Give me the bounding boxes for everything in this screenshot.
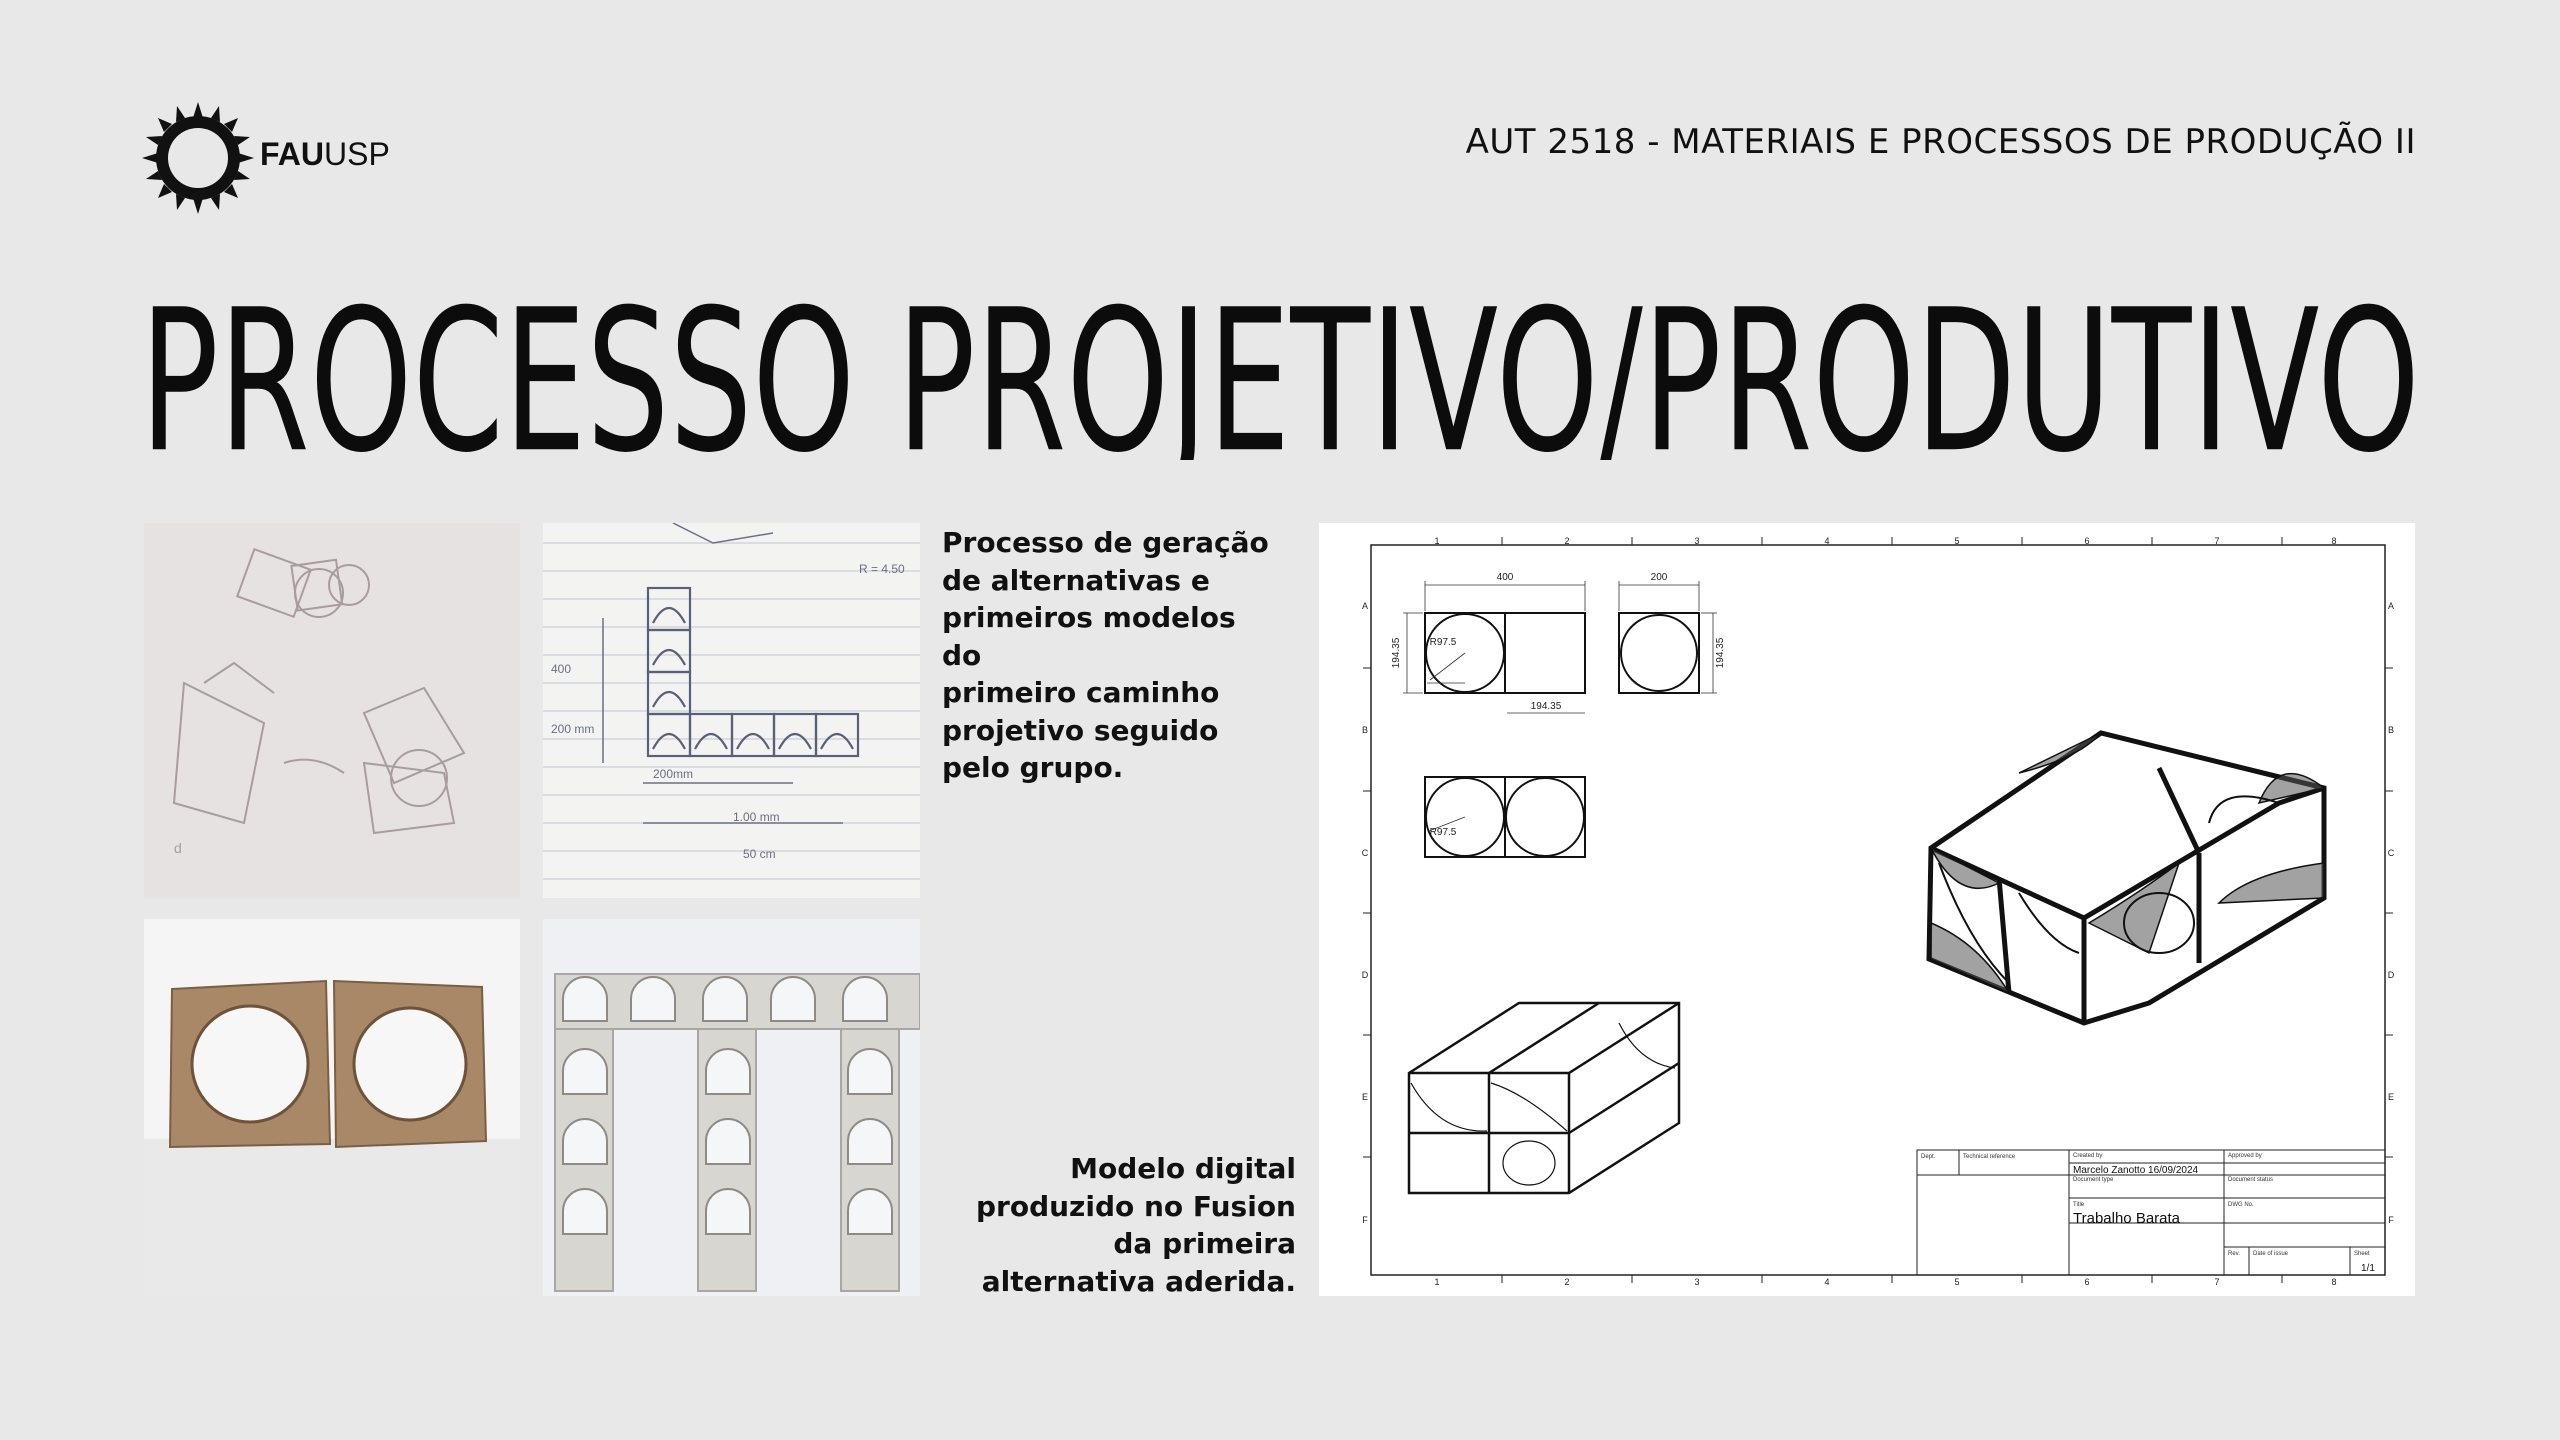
svg-text:D: D [1361,970,1369,980]
svg-text:1/1: 1/1 [2361,1263,2375,1274]
sketch-photo-1 [144,523,520,898]
svg-text:8: 8 [2331,1277,2337,1287]
svg-text:B: B [2387,725,2395,735]
svg-text:4: 4 [1824,1277,1830,1287]
svg-text:194.35: 194.35 [1391,637,1402,669]
svg-text:Created by: Created by [2073,1153,2103,1159]
logo-wordmark: FAUUSP [260,136,390,172]
svg-text:7: 7 [2214,1277,2220,1287]
svg-text:d: d [174,840,182,856]
svg-text:R97.5: R97.5 [1429,637,1457,648]
svg-text:Sheet: Sheet [2354,1251,2370,1257]
technical-drawing [1319,523,2415,1296]
svg-text:194.35: 194.35 [1715,637,1726,669]
svg-text:50 cm: 50 cm [743,847,776,861]
svg-text:200 mm: 200 mm [551,722,595,736]
svg-text:R97.5: R97.5 [1429,827,1457,838]
caption-digital-model: Modelo digital produzido no Fusion da primeira alternativa aderida. [975,1152,1296,1298]
svg-text:E: E [1361,1092,1369,1102]
svg-text:7: 7 [2214,536,2220,546]
svg-text:Marcelo Zanotto 16/09/2024: Marcelo Zanotto 16/09/2024 [2073,1165,2199,1176]
svg-text:8: 8 [2331,536,2337,546]
svg-text:F: F [2388,1215,2394,1225]
svg-text:1.00 mm: 1.00 mm [733,810,780,824]
svg-text:6: 6 [2084,536,2090,546]
svg-text:Approved by: Approved by [2228,1153,2262,1159]
sketch-photo-2 [543,523,920,898]
svg-text:1: 1 [1434,1277,1440,1287]
fauusp-logo [140,100,400,220]
svg-text:B: B [1361,725,1369,735]
svg-text:4: 4 [1824,536,1830,546]
svg-text:DWG No.: DWG No. [2228,1202,2254,1208]
svg-text:Dept.: Dept. [1921,1154,1936,1160]
svg-text:200mm: 200mm [653,767,694,781]
svg-text:C: C [2387,848,2395,858]
svg-text:2: 2 [1564,1277,1570,1287]
svg-text:194.35: 194.35 [1530,701,1562,712]
svg-text:Document status: Document status [2228,1177,2274,1183]
svg-text:Title: Title [2073,1202,2085,1208]
svg-text:3: 3 [1694,536,1700,546]
svg-text:F: F [1362,1215,1368,1225]
model-photo-cardboard [144,919,520,1296]
page-title [140,260,2420,460]
svg-text:Rev.: Rev. [2228,1251,2240,1257]
svg-text:400: 400 [1496,572,1514,583]
svg-text:A: A [1361,601,1369,611]
caption-sketches: Processo de geração de alternativas e primeiros modelos do primeiro caminho projetivo seguido pelo grupo. [942,526,1269,784]
svg-text:5: 5 [1954,1277,1960,1287]
svg-text:C: C [1361,848,1369,858]
svg-text:5: 5 [1954,536,1960,546]
sun-emblem-icon [140,100,260,220]
svg-text:E: E [2387,1092,2395,1102]
page-title-text: PROCESSO PROJETIVO/PRODUTIVO [140,268,2420,460]
svg-text:D: D [2387,970,2395,980]
svg-text:1: 1 [1434,536,1440,546]
svg-text:Date of issue: Date of issue [2253,1251,2289,1257]
svg-text:A: A [2387,601,2395,611]
svg-text:6: 6 [2084,1277,2090,1287]
svg-text:200: 200 [1650,572,1668,583]
svg-text:3: 3 [1694,1277,1700,1287]
svg-text:R = 4.50: R = 4.50 [859,562,905,576]
model-photo-cut-panels [543,919,920,1296]
svg-text:Document type: Document type [2073,1177,2114,1183]
course-header: AUT 2518 - MATERIAIS E PROCESSOS DE PRODUÇÃO II [1465,122,2416,162]
svg-text:2: 2 [1564,536,1570,546]
svg-text:Technical reference: Technical reference [1963,1154,2016,1160]
svg-text:400: 400 [551,662,572,676]
svg-text:Trabalho Barata: Trabalho Barata [2073,1210,2181,1227]
